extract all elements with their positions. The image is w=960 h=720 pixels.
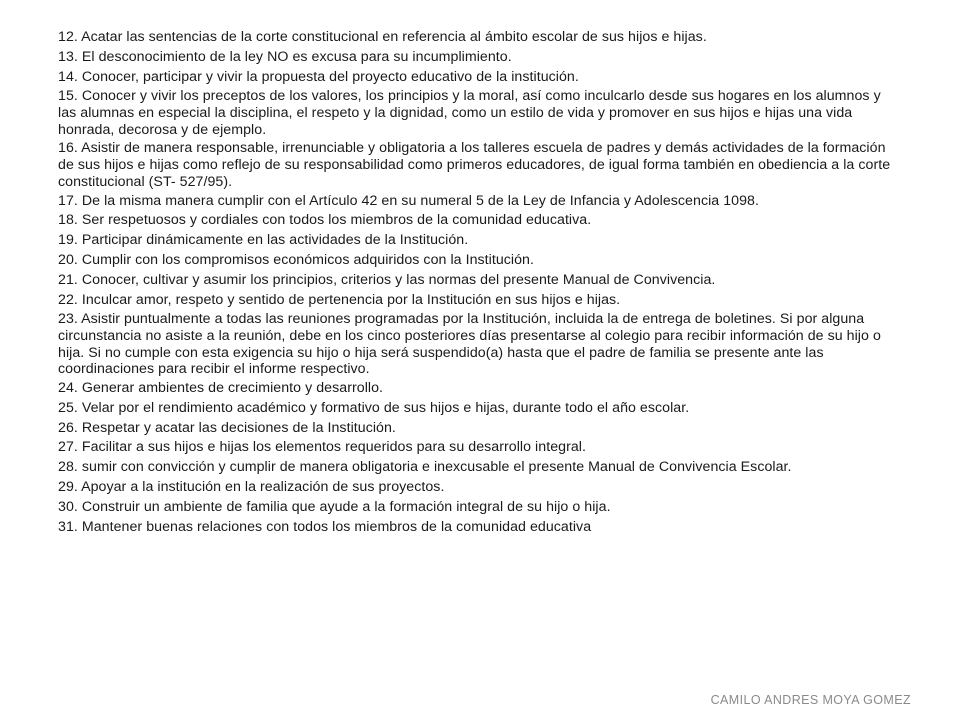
list-item: 31. Mantener buenas relaciones con todos los miembros de la comunidad educativa xyxy=(58,518,592,535)
list-item: 14. Conocer, participar y vivir la propuesta del proyecto educativo de la institución. xyxy=(58,68,579,85)
list-item: 12. Acatar las sentencias de la corte constitucional en referencia al ámbito escolar de sus hijos e hijas. xyxy=(58,29,707,45)
list-item: 30. Construir un ambiente de familia que ayude a la formación integral de su hijo o hija. xyxy=(58,498,611,515)
list-item: 21. Conocer, cultivar y asumir los principios, criterios y las normas del presente Manual de Convivencia. xyxy=(58,271,716,288)
list-item: 13. El desconocimiento de la ley NO es excusa para su incumplimiento. xyxy=(58,48,512,65)
list-item: 15. Conocer y vivir los preceptos de los valores, los principios y la moral, así como inculcarlo desde sus hogares en los alumnos y las alumnas en especial la disciplina, el respeto y la dignidad, como un estilo de vida y promover en sus hijos e hijas una vida honrada, decorosa y de ejemplo. xyxy=(58,88,881,138)
list-item: 19. Participar dinámicamente en las actividades de la Institución. xyxy=(58,232,469,249)
list-item: 18. Ser respetuosos y cordiales con todos los miembros de la comunidad educativa. xyxy=(58,212,592,229)
list-item: 28. sumir con convicción y cumplir de manera obligatoria e inexcusable el presente Manual de Convivencia Escolar. xyxy=(58,459,792,476)
list-item: 26. Respetar y acatar las decisiones de la Institución. xyxy=(58,419,396,436)
list-item: 29. Apoyar a la institución en la realización de sus proyectos. xyxy=(58,478,445,495)
footer-author: CAMILO ANDRES MOYA GOMEZ xyxy=(710,693,911,707)
list-item: 23. Asistir puntualmente a todas las reuniones programadas por la Institución, incluida la de entrega de boletines. Si por alguna circunstancia no asiste a la reunión, debe en los cinco posteriores días presentarse al colegio para recibir información de su hijo o hija. Si no cumple con esta exigencia su hijo o hija será suspendido(a) hasta que el padre de familia se presente ante las coordinaciones para recibir el informe respectivo. xyxy=(58,311,881,378)
duties-list xyxy=(58,29,900,538)
list-item: 22. Inculcar amor, respeto y sentido de pertenencia por la Institución en sus hijos e hijas. xyxy=(58,291,621,308)
list-item: 25. Velar por el rendimiento académico y formativo de sus hijos e hijas, durante todo el año escolar. xyxy=(58,399,690,416)
list-item: 17. De la misma manera cumplir con el Artículo 42 en su numeral 5 de la Ley de Infancia y Adolescencia 1098. xyxy=(58,192,759,209)
list-item: 27. Facilitar a sus hijos e hijas los elementos requeridos para su desarrollo integral. xyxy=(58,439,586,456)
list-item: 24. Generar ambientes de crecimiento y desarrollo. xyxy=(58,380,384,396)
list-item: 20. Cumplir con los compromisos económicos adquiridos con la Institución. xyxy=(58,251,534,268)
list-item: 16. Asistir de manera responsable, irrenunciable y obligatoria a los talleres escuela de padres y demás actividades de la formación de sus hijos e hijas como reflejo de su responsabilidad como primeros educadores, de igual forma también en obediencia a la corte constitucional (ST- 527/95). xyxy=(58,140,891,190)
